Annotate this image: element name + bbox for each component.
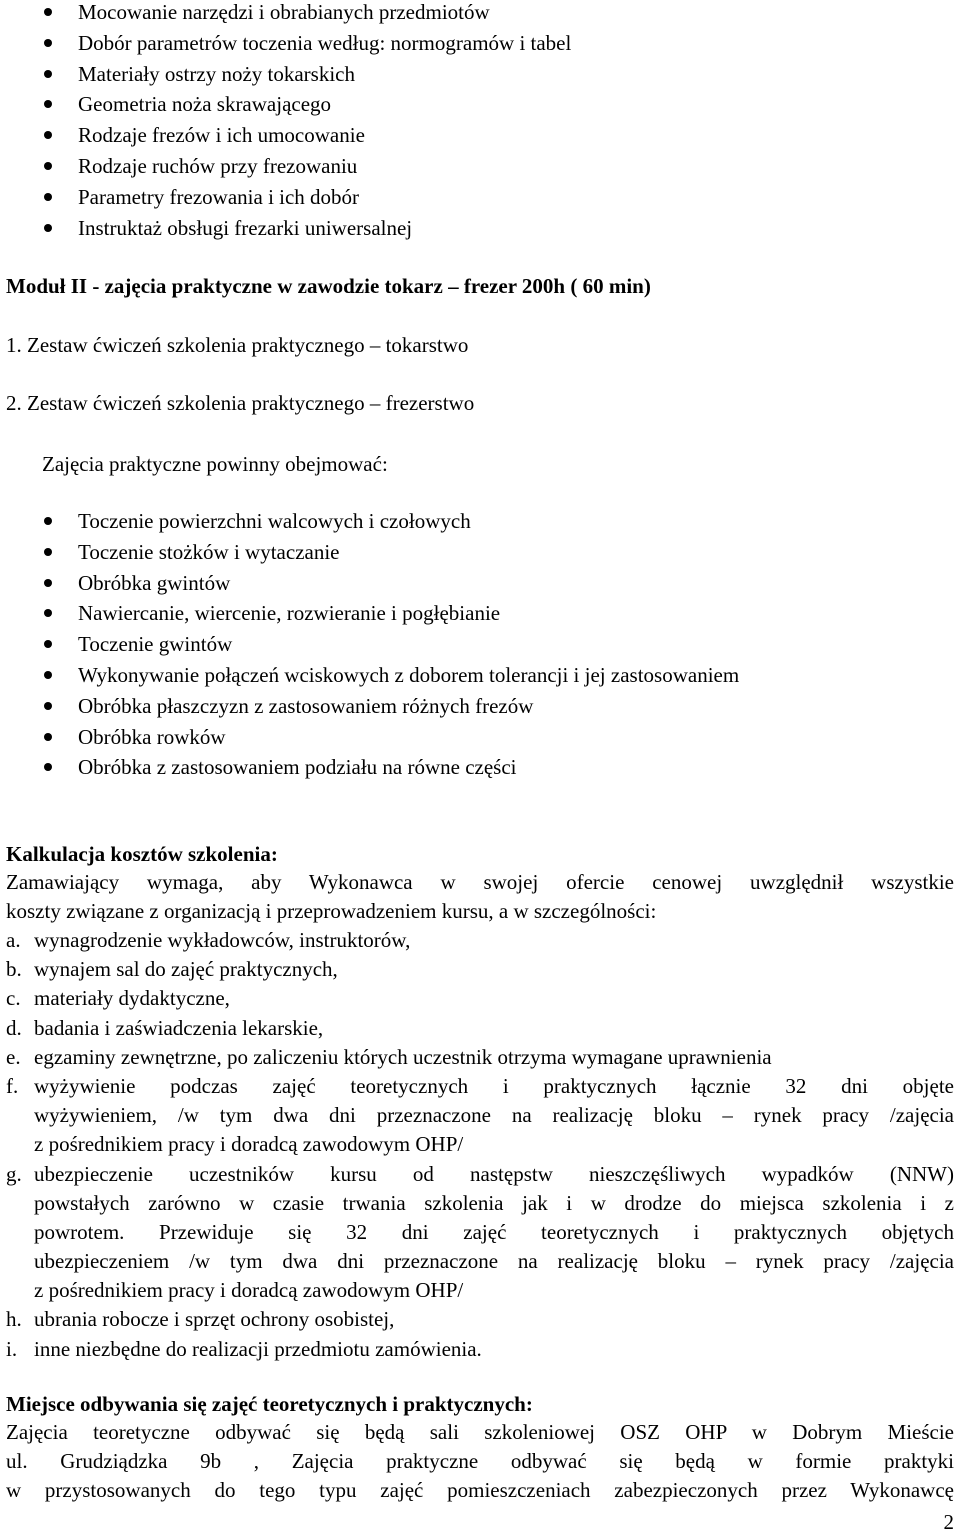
bullet-icon: [44, 39, 52, 47]
list-item: Obróbka z zastosowaniem podziału na równe części: [0, 752, 739, 783]
bullet-icon: [44, 579, 52, 587]
list-item: g. ubezpieczenie uczestników kursu od następstw nieszczęśliwych wypadków (NNW) powstałych zarówno w czasie trwania szkolenia jak i w drodze do miejsca szkolenia i z powrotem. Przewiduje się 32 dni zajęć teoretycznych i praktycznych objętych ubezpieczeniem /w tym dwa dni przeznaczone na realizację bloku – rynek pracy /zajęcia z pośrednikiem pracy i doradcą zawodowym OHP/: [6, 1161, 954, 1303]
text-line: ul. Grudziądzka 9b , Zajęcia praktyczne odbywać się będą w formie praktyki: [6, 1449, 954, 1474]
list-item: Obróbka płaszczyzn z zastosowaniem różnych frezów: [0, 691, 739, 722]
list-item: a. wynagrodzenie wykładowców, instruktorów,: [6, 928, 411, 952]
module-item-2: 2. Zestaw ćwiczeń szkolenia praktycznego – frezerstwo: [6, 391, 475, 415]
text-line: Zajęcia teoretyczne odbywać się będą sali szkoleniowej OSZ OHP w Dobrym Mieście: [6, 1420, 954, 1444]
list-item: Toczenie stożków i wytaczanie: [0, 537, 739, 568]
location-heading: Miejsce odbywania się zajęć teoretycznych i praktycznych:: [6, 1392, 533, 1416]
list-item: c. materiały dydaktyczne,: [6, 986, 230, 1011]
costs-heading: Kalkulacja kosztów szkolenia:: [6, 842, 278, 866]
text-line: Zamawiający wymaga, aby Wykonawca w swojej ofercie cenowej uwzględnił wszystkie: [6, 870, 954, 894]
bullet-icon: [44, 224, 52, 232]
bullet-icon: [44, 640, 52, 648]
bullet-icon: [44, 70, 52, 78]
list-item: e. egzaminy zewnętrzne, po zaliczeniu których uczestnik otrzyma wymagane uprawnienia: [6, 1044, 772, 1069]
bullet-icon: [44, 609, 52, 617]
bullet-icon: [44, 517, 52, 525]
module-item-1: 1. Zestaw ćwiczeń szkolenia praktycznego – tokarstwo: [6, 333, 469, 357]
bullet-icon: [44, 131, 52, 139]
list-item: f. wyżywienie podczas zajęć teoretycznych i praktycznych łącznie 32 dni objęte wyżywieniem, /w tym dwa dni przeznaczone na realizację bloku – rynek pracy /zajęcia z pośrednikiem pracy i doradcą zawodowym OHP/: [6, 1073, 954, 1157]
list-item: h. ubrania robocze i sprzęt ochrony osobistej,: [6, 1307, 395, 1332]
list-item: Parametry frezowania i ich dobór: [0, 182, 571, 213]
list-item: Toczenie gwintów: [0, 629, 739, 660]
bullet-icon: [44, 702, 52, 710]
page-number: 2: [943, 1510, 954, 1534]
list-item: Wykonywanie połączeń wciskowych z doborem tolerancji i jej zastosowaniem: [0, 660, 739, 691]
list-item: b. wynajem sal do zajęć praktycznych,: [6, 957, 338, 982]
list-item: Rodzaje ruchów przy frezowaniu: [0, 151, 571, 182]
bullet-icon: [44, 162, 52, 170]
list-item: Dobór parametrów toczenia według: normogramów i tabel: [0, 28, 571, 59]
list-item: Nawiercanie, wiercenie, rozwieranie i pogłębianie: [0, 598, 739, 629]
intro-bullet-list: [0, 0, 571, 243]
list-item: Instruktaż obsługi frezarki uniwersalnej: [0, 213, 571, 244]
text-line: w przystosowanych do tego typu zajęć pomieszczeniach zabezpieczonych przez Wykonawcę: [6, 1478, 954, 1503]
module-title: Moduł II - zajęcia praktyczne w zawodzie tokarz – frezer 200h ( 60 min): [6, 274, 651, 298]
bullet-icon: [44, 763, 52, 771]
list-item: Toczenie powierzchni walcowych i czołowych: [0, 506, 739, 537]
list-item: Obróbka gwintów: [0, 568, 739, 599]
list-item: Rodzaje frezów i ich umocowanie: [0, 120, 571, 151]
list-item: Mocowanie narzędzi i obrabianych przedmiotów: [0, 0, 571, 28]
bullet-icon: [44, 100, 52, 108]
bullet-icon: [44, 733, 52, 741]
list-item: Geometria noża skrawającego: [0, 89, 571, 120]
list-item: Materiały ostrzy noży tokarskich: [0, 59, 571, 90]
bullet-icon: [44, 8, 52, 16]
costs-intro: [6, 868, 954, 926]
text-line: koszty związane z organizacją i przeprowadzeniem kursu, a w szczególności:: [6, 899, 657, 924]
bullet-icon: [44, 193, 52, 201]
list-item: Obróbka rowków: [0, 722, 739, 753]
scope-heading: Zajęcia praktyczne powinny obejmować:: [42, 452, 388, 476]
location-text: [6, 1418, 954, 1506]
scope-bullet-list: [0, 506, 739, 783]
bullet-icon: [44, 671, 52, 679]
list-item: i. inne niezbędne do realizacji przedmiotu zamówienia.: [6, 1336, 482, 1361]
list-item: d. badania i zaświadczenia lekarskie,: [6, 1015, 324, 1040]
costs-items-list: [6, 926, 954, 1364]
bullet-icon: [44, 548, 52, 556]
